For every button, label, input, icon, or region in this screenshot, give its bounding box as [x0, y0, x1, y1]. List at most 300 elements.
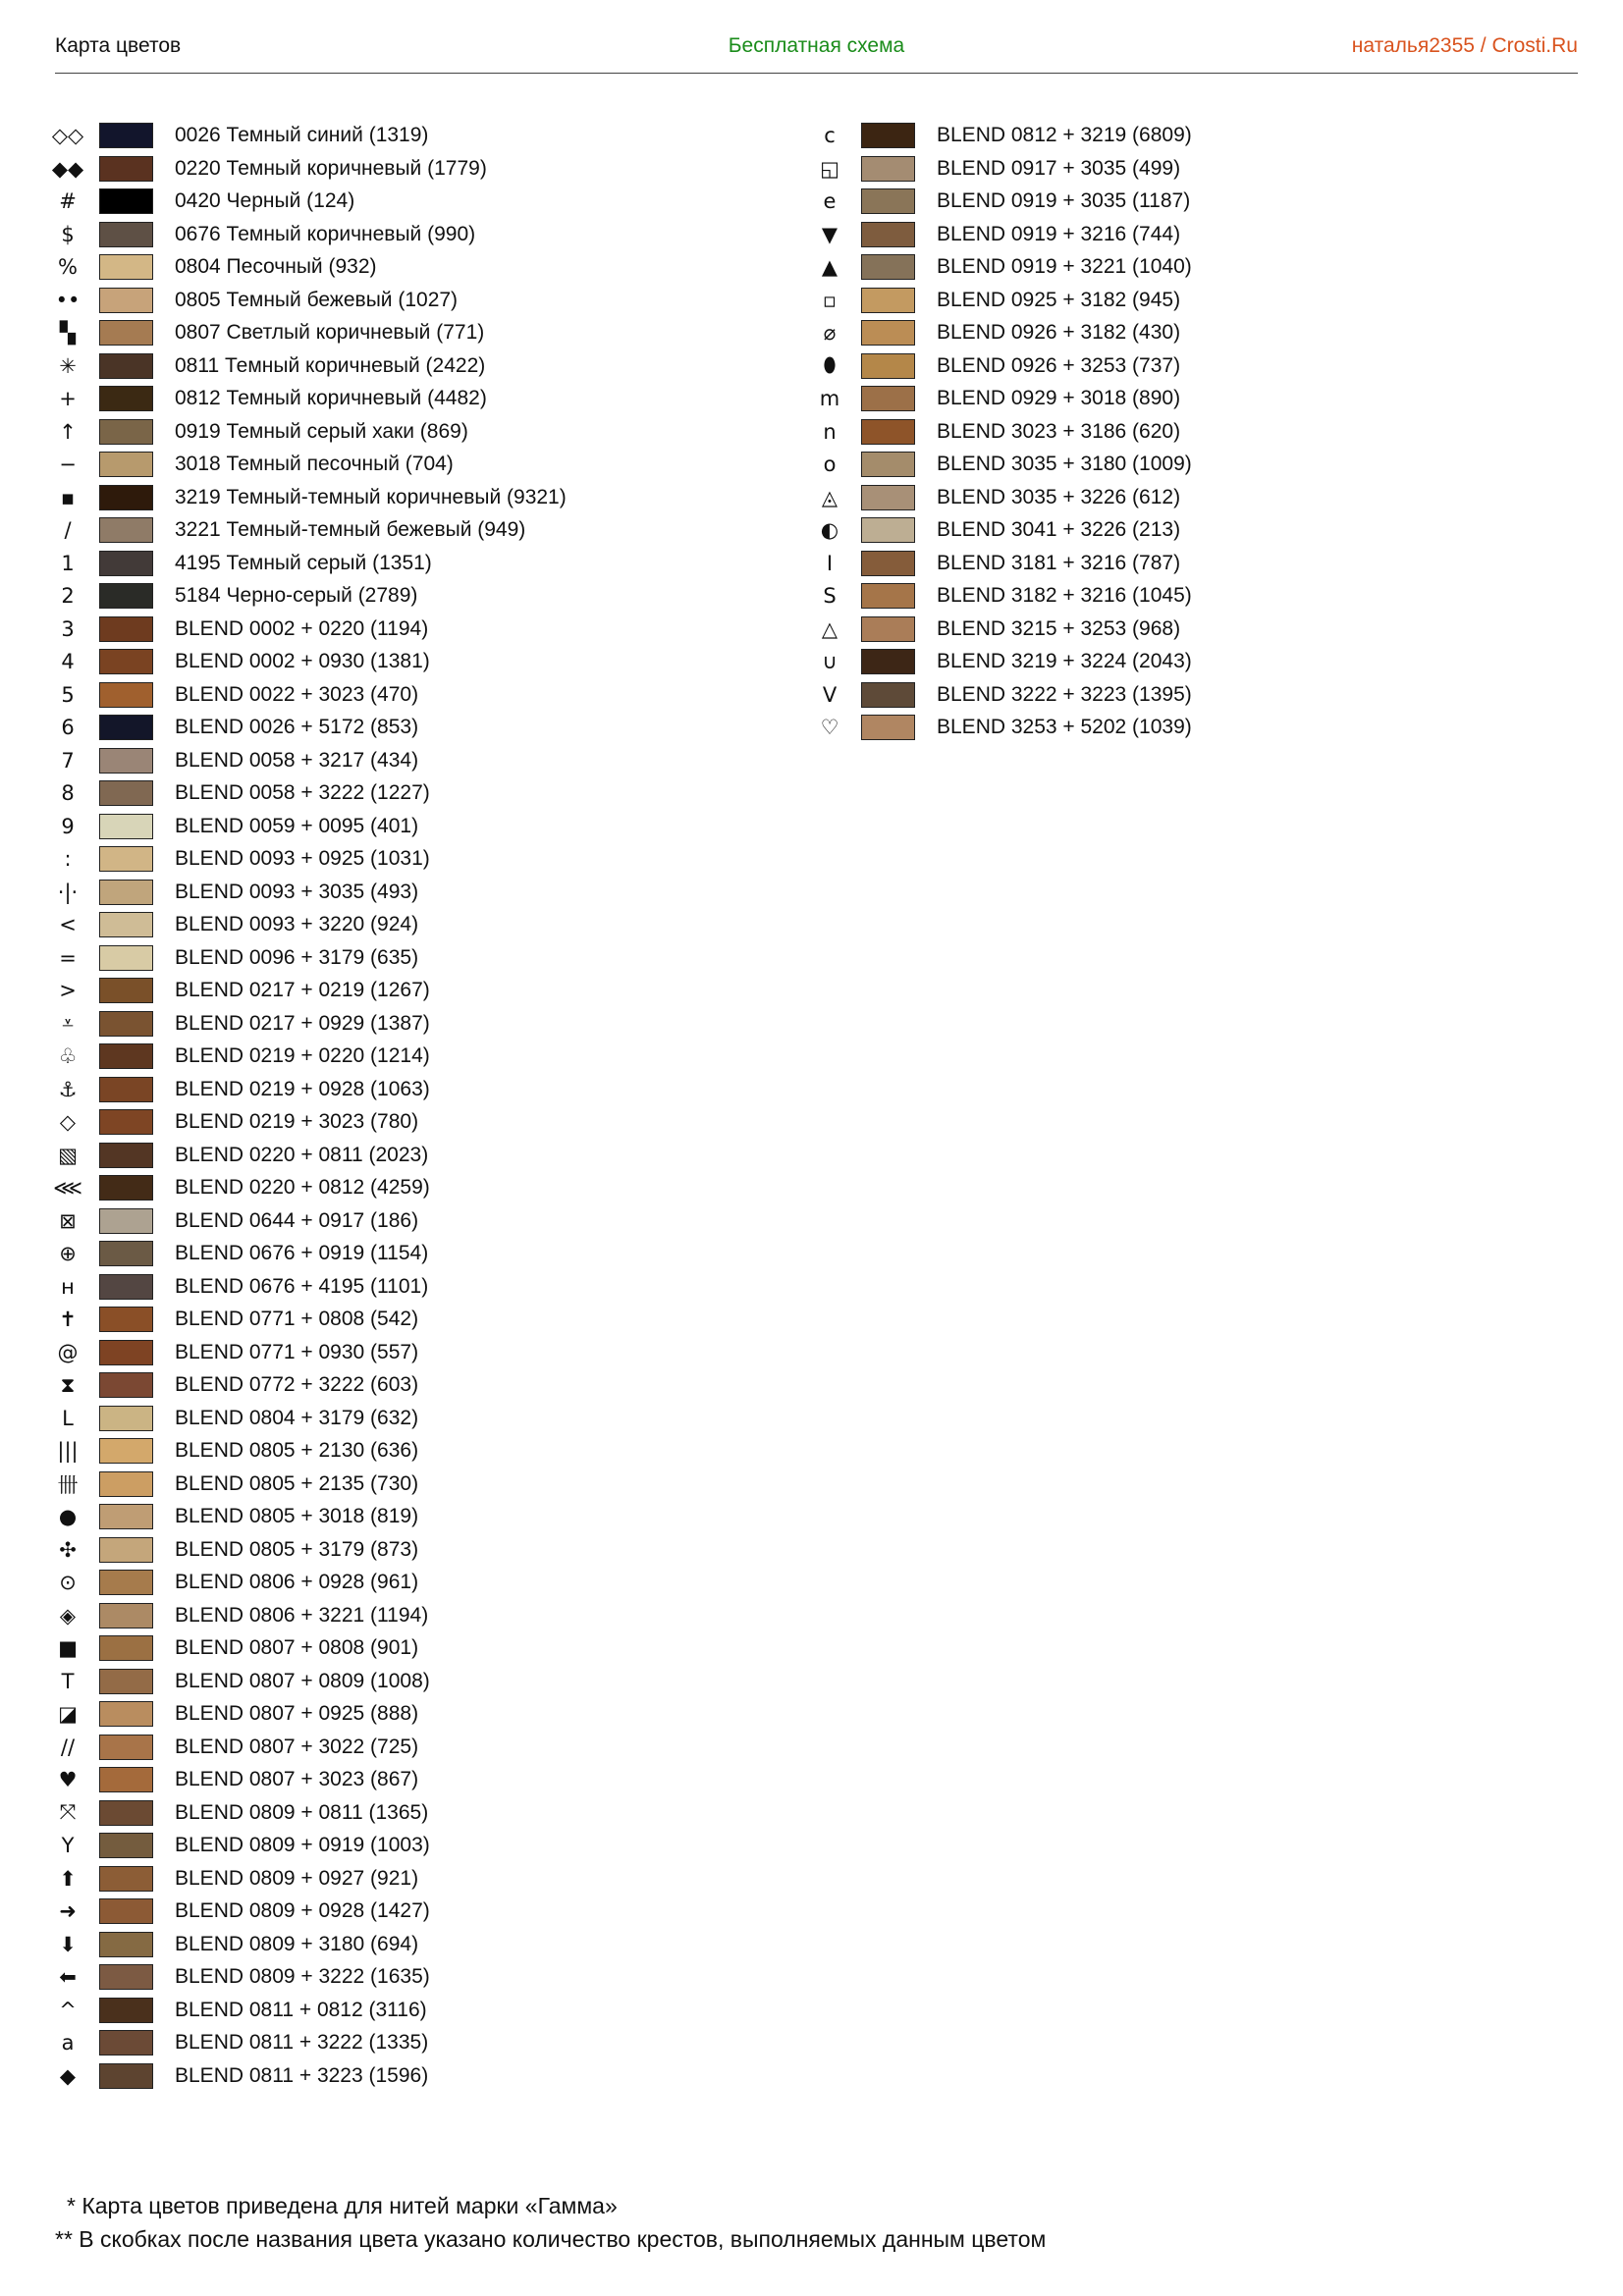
color-swatch [99, 1208, 153, 1234]
legend-symbol-icon: ↑ [59, 419, 77, 444]
color-swatch [861, 419, 915, 445]
color-swatch [99, 188, 153, 214]
legend-symbol-icon: // [60, 1735, 76, 1759]
legend-symbol-icon: 1 [61, 551, 75, 575]
color-swatch [861, 222, 915, 247]
legend-row [53, 187, 760, 220]
legend-symbol-icon: ⚓ [58, 1077, 78, 1101]
legend-row [53, 450, 760, 483]
legend-symbol-icon: 3 [61, 616, 75, 641]
legend-symbol-icon: @ [57, 1340, 79, 1364]
color-swatch [99, 1603, 153, 1629]
legend-label: BLEND 0805 + 3018 (819) [175, 1505, 419, 1527]
color-swatch [99, 1143, 153, 1168]
legend-label: 0811 Темный коричневый (2422) [175, 353, 486, 377]
legend-symbol-icon: ⊠ [59, 1208, 77, 1233]
legend-row [815, 614, 1522, 648]
header-subtitle: Бесплатная схема [728, 34, 905, 57]
color-swatch [99, 1340, 153, 1365]
legend-symbol-icon: ✣ [59, 1537, 77, 1562]
color-swatch [861, 485, 915, 510]
legend-row [53, 1601, 760, 1634]
legend-row [53, 1699, 760, 1733]
legend-symbol-icon: ∪ [822, 650, 838, 673]
legend-symbol-icon: 7 [61, 748, 75, 773]
legend-row [815, 187, 1522, 220]
legend-symbol-icon: ⧗ [60, 1372, 76, 1397]
color-swatch [99, 1800, 153, 1826]
color-swatch [99, 222, 153, 247]
legend-label: BLEND 3222 + 3223 (1395) [937, 682, 1192, 706]
legend-symbol-icon: ◈ [59, 1603, 77, 1628]
page-header [55, 29, 1578, 74]
footnotes [55, 2189, 1046, 2256]
legend-symbol-icon: ▲ [821, 255, 839, 279]
color-swatch [99, 156, 153, 182]
legend-label: BLEND 0919 + 3216 (744) [937, 222, 1181, 245]
header-title: Карта цветов [55, 34, 182, 57]
color-swatch [99, 1011, 153, 1037]
color-swatch [99, 1932, 153, 1957]
legend-row [53, 2061, 760, 2095]
legend-symbol-icon: 8 [61, 781, 75, 805]
legend-row [53, 515, 760, 549]
legend-symbol-icon: ⬆ [59, 1866, 77, 1891]
legend-label: BLEND 3253 + 5202 (1039) [937, 716, 1192, 738]
legend-label: BLEND 0809 + 0928 (1427) [175, 1899, 430, 1922]
legend-row [53, 1272, 760, 1306]
legend-label: 5184 Черно-серый (2789) [175, 584, 418, 607]
legend-row [53, 1404, 760, 1437]
legend-symbol-icon: ^ [59, 1998, 77, 2022]
legend-label: 0807 Светлый коричневый (771) [175, 321, 485, 344]
legend-row [53, 1107, 760, 1141]
color-swatch [99, 1635, 153, 1661]
legend-row [53, 1667, 760, 1700]
legend-label: BLEND 0058 + 3217 (434) [175, 748, 419, 772]
legend-symbol-icon: ◆◆ [51, 156, 84, 181]
legend-row [815, 515, 1522, 549]
color-swatch [861, 123, 915, 148]
legend-label: 3018 Темный песочный (704) [175, 453, 454, 475]
color-swatch [99, 1964, 153, 1990]
color-swatch [99, 748, 153, 774]
legend-row [815, 680, 1522, 714]
legend-label: BLEND 0805 + 2130 (636) [175, 1439, 419, 1462]
legend-symbol-icon: •• [55, 288, 81, 312]
legend-label: BLEND 3182 + 3216 (1045) [937, 584, 1192, 607]
legend-label: BLEND 0026 + 5172 (853) [175, 716, 419, 738]
legend-label: 0676 Темный коричневый (990) [175, 222, 476, 245]
legend-symbol-icon: 4 [61, 650, 75, 673]
legend-label: BLEND 0771 + 0930 (557) [175, 1340, 419, 1363]
legend-symbol-icon: ✝ [59, 1308, 77, 1331]
legend-symbol-icon: 卌 [57, 1472, 79, 1497]
legend-symbol-icon: % [58, 255, 78, 279]
color-swatch [99, 1241, 153, 1266]
legend-symbol-icon: ⬅ [59, 1965, 77, 1989]
legend-symbol-icon: ▼ [821, 222, 839, 246]
legend-label: BLEND 0219 + 0220 (1214) [175, 1044, 430, 1067]
color-swatch [99, 353, 153, 379]
color-swatch [861, 254, 915, 280]
legend-symbol-icon: 9 [61, 814, 75, 838]
legend-row [53, 1338, 760, 1371]
color-swatch [99, 880, 153, 905]
legend-symbol-icon: ⬮ [823, 353, 837, 377]
legend-row [53, 549, 760, 582]
legend-row [53, 1370, 760, 1404]
legend-symbol-icon: ◱ [820, 156, 839, 181]
legend-row [53, 351, 760, 385]
legend-row [53, 318, 760, 351]
legend-label: BLEND 0093 + 0925 (1031) [175, 847, 430, 870]
color-swatch [99, 945, 153, 971]
legend-symbol-icon: 6 [61, 716, 75, 739]
legend-row [815, 581, 1522, 614]
color-swatch [99, 616, 153, 642]
legend-row [53, 220, 760, 253]
legend-label: BLEND 0809 + 0927 (921) [175, 1866, 419, 1890]
legend-symbol-icon: − [59, 453, 77, 476]
legend-row [53, 154, 760, 187]
legend-symbol-icon: a [61, 2031, 75, 2055]
legend-row [815, 450, 1522, 483]
color-swatch [99, 1767, 153, 1792]
color-swatch [861, 288, 915, 313]
legend-label: BLEND 0919 + 3035 (1187) [937, 189, 1191, 212]
legend-symbol-icon: : [64, 847, 72, 871]
legend-label: BLEND 0220 + 0812 (4259) [175, 1176, 430, 1199]
legend-symbol-icon: ⩡ [62, 1011, 74, 1035]
legend-row [53, 1568, 760, 1601]
color-swatch [99, 1077, 153, 1102]
legend-row [53, 1962, 760, 1996]
legend-row [815, 154, 1522, 187]
legend-row [53, 121, 760, 154]
color-swatch [99, 1274, 153, 1300]
legend-symbol-icon: ⋘ [53, 1176, 82, 1200]
legend-symbol-icon: ➜ [59, 1899, 77, 1923]
legend-symbol-icon: ♡ [820, 716, 839, 739]
legend-label: 0026 Темный синий (1319) [175, 124, 429, 146]
legend-row [53, 2028, 760, 2061]
legend-row [53, 1896, 760, 1930]
color-swatch [99, 1898, 153, 1924]
legend-symbol-icon: ||| [57, 1439, 79, 1463]
legend-label: BLEND 3035 + 3180 (1009) [937, 453, 1192, 475]
color-swatch [99, 485, 153, 510]
legend-symbol-icon: T [61, 1669, 75, 1693]
legend-label: BLEND 0807 + 3023 (867) [175, 1768, 419, 1790]
legend-row [53, 1765, 760, 1798]
legend-label: BLEND 0811 + 3223 (1596) [175, 2063, 429, 2087]
legend-label: 4195 Темный серый (1351) [175, 551, 432, 574]
legend-label: BLEND 0093 + 3220 (924) [175, 913, 419, 935]
legend-symbol-icon: ▚ [59, 321, 77, 345]
legend-label: 0805 Темный бежевый (1027) [175, 288, 459, 311]
legend-row [815, 417, 1522, 451]
color-swatch [99, 1438, 153, 1464]
color-swatch [99, 1372, 153, 1398]
color-swatch [861, 353, 915, 379]
color-swatch [99, 1866, 153, 1892]
legend-label: BLEND 0807 + 0808 (901) [175, 1636, 419, 1659]
legend-symbol-icon: I [826, 551, 834, 575]
legend-label: BLEND 0644 + 0917 (186) [175, 1208, 419, 1232]
legend-row [53, 1239, 760, 1272]
color-swatch [99, 978, 153, 1003]
legend-row [53, 680, 760, 714]
legend-row [53, 943, 760, 977]
color-swatch [861, 682, 915, 708]
color-swatch [861, 715, 915, 740]
color-swatch [99, 1669, 153, 1694]
legend-label: BLEND 0811 + 0812 (3116) [175, 1998, 427, 2021]
color-swatch [861, 583, 915, 609]
color-swatch [99, 1998, 153, 2023]
legend-symbol-icon: c [824, 124, 836, 147]
legend-row [53, 1305, 760, 1338]
legend-label: BLEND 0219 + 0928 (1063) [175, 1077, 430, 1100]
legend-label: BLEND 0220 + 0811 (2023) [175, 1143, 429, 1166]
legend-row [53, 1930, 760, 1963]
legend-symbol-icon: = [59, 945, 77, 970]
legend-label: BLEND 3215 + 3253 (968) [937, 616, 1181, 640]
legend-row [53, 384, 760, 417]
legend-row [53, 1173, 760, 1206]
header-site-link[interactable]: Crosti.Ru [1491, 34, 1578, 57]
legend-row [815, 220, 1522, 253]
legend-row [53, 1798, 760, 1832]
legend-row [53, 778, 760, 812]
color-swatch [99, 912, 153, 937]
legend-column-right [815, 121, 1522, 746]
legend-row [53, 1206, 760, 1240]
legend-symbol-icon: ▪ [60, 485, 76, 509]
legend-label: BLEND 0926 + 3253 (737) [937, 353, 1181, 377]
color-swatch [99, 1735, 153, 1760]
legend-label: BLEND 0806 + 0928 (961) [175, 1571, 419, 1593]
legend-label: BLEND 0059 + 0095 (401) [175, 814, 419, 837]
color-swatch [861, 320, 915, 346]
legend-symbol-icon: S [823, 584, 837, 608]
legend-row [815, 647, 1522, 680]
color-swatch [861, 517, 915, 543]
legend-symbol-icon: △ [821, 616, 839, 641]
legend-symbol-icon: # [59, 189, 77, 213]
legend-label: BLEND 0807 + 0925 (888) [175, 1702, 419, 1725]
legend-row [53, 812, 760, 845]
legend-row [53, 1041, 760, 1075]
color-swatch [99, 2063, 153, 2089]
legend-label: BLEND 0926 + 3182 (430) [937, 321, 1181, 344]
color-swatch [99, 1471, 153, 1497]
legend-label: BLEND 0676 + 0919 (1154) [175, 1242, 429, 1264]
legend-symbol-icon: ♥ [58, 1768, 78, 1791]
legend-row [53, 1436, 760, 1469]
legend-label: BLEND 0929 + 3018 (890) [937, 387, 1181, 409]
legend-row [53, 417, 760, 451]
legend-label: BLEND 0917 + 3035 (499) [937, 156, 1181, 180]
legend-label: BLEND 0809 + 3180 (694) [175, 1932, 419, 1955]
legend-symbol-icon: ▫ [822, 288, 838, 312]
legend-symbol-icon: e [823, 189, 837, 213]
legend-row [53, 844, 760, 878]
legend-symbol-icon: ⬇ [59, 1932, 77, 1956]
color-swatch [99, 1406, 153, 1431]
legend-symbol-icon: ♧ [58, 1044, 78, 1068]
footnote-brand: * Карта цветов приведена для нитей марки «Гамма» [67, 2193, 618, 2218]
legend-row [53, 713, 760, 746]
legend-symbol-icon: ◐ [820, 518, 839, 542]
legend-symbol-icon: 5 [61, 682, 75, 707]
color-swatch [99, 846, 153, 872]
header-author-link[interactable]: наталья2355 [1351, 34, 1475, 57]
legend-label: BLEND 0919 + 3221 (1040) [937, 255, 1192, 278]
legend-row [53, 976, 760, 1009]
color-swatch [99, 1109, 153, 1135]
legend-label: BLEND 3023 + 3186 (620) [937, 419, 1181, 443]
color-swatch [861, 188, 915, 214]
legend-row [53, 1633, 760, 1667]
legend-row [53, 1009, 760, 1042]
legend-label: BLEND 0093 + 3035 (493) [175, 880, 419, 903]
legend-symbol-icon: ⊙ [59, 1571, 77, 1594]
legend-label: 0812 Темный коричневый (4482) [175, 387, 487, 409]
legend-symbol-icon: o [823, 453, 837, 476]
color-swatch [99, 1504, 153, 1529]
legend-label: BLEND 0809 + 0919 (1003) [175, 1834, 430, 1856]
legend-symbol-icon: ◇◇ [51, 124, 84, 147]
legend-label: BLEND 0805 + 3179 (873) [175, 1537, 419, 1561]
legend-label: BLEND 0217 + 0929 (1387) [175, 1011, 430, 1035]
legend-label: BLEND 0772 + 3222 (603) [175, 1373, 419, 1396]
color-swatch [99, 1701, 153, 1727]
legend-symbol-icon: ⊕ [59, 1242, 77, 1265]
legend-symbol-icon: ◬ [821, 485, 839, 509]
color-swatch [99, 682, 153, 708]
color-swatch [99, 1043, 153, 1069]
legend-symbol-icon: ·|· [57, 880, 79, 904]
legend-label: BLEND 0002 + 0930 (1381) [175, 650, 430, 672]
legend-row [815, 351, 1522, 385]
legend-symbol-icon: ◆ [59, 2063, 77, 2088]
legend-row [53, 878, 760, 911]
color-swatch [99, 780, 153, 806]
legend-symbol-icon: V [822, 682, 838, 707]
legend-label: BLEND 0771 + 0808 (542) [175, 1308, 419, 1330]
legend-row [53, 1141, 760, 1174]
legend-symbol-icon: ◇ [59, 1110, 77, 1134]
legend-symbol-icon: ⤧ [59, 1800, 77, 1824]
legend-symbol-icon: ■ [58, 1636, 78, 1660]
legend-label: BLEND 0096 + 3179 (635) [175, 945, 419, 969]
legend-label: BLEND 0925 + 3182 (945) [937, 288, 1181, 311]
legend-row [53, 1075, 760, 1108]
color-swatch [99, 288, 153, 313]
legend-label: BLEND 3035 + 3226 (612) [937, 485, 1181, 508]
color-swatch [861, 156, 915, 182]
legend-row [53, 1996, 760, 2029]
color-swatch [861, 386, 915, 411]
header-separator: / [1474, 34, 1492, 57]
color-swatch [861, 452, 915, 477]
legend-symbol-icon: > [59, 979, 77, 1002]
legend-row [53, 1535, 760, 1569]
legend-label: BLEND 0807 + 0809 (1008) [175, 1669, 430, 1692]
color-swatch [99, 123, 153, 148]
legend-label: BLEND 0219 + 3023 (780) [175, 1110, 419, 1133]
legend-label: BLEND 0811 + 3222 (1335) [175, 2031, 429, 2054]
legend-symbol-icon: ◪ [58, 1702, 78, 1726]
legend-symbol-icon: / [64, 518, 72, 542]
legend-label: 3219 Темный-темный коричневый (9321) [175, 485, 567, 508]
legend-label: 0220 Темный коричневый (1779) [175, 156, 487, 180]
color-swatch [99, 254, 153, 280]
legend-label: BLEND 0002 + 0220 (1194) [175, 616, 429, 640]
legend-row [53, 1733, 760, 1766]
header-credit [1352, 29, 1578, 63]
legend-label: BLEND 0805 + 2135 (730) [175, 1471, 419, 1495]
color-swatch [861, 551, 915, 576]
legend-symbol-icon: + [59, 387, 77, 410]
legend-symbol-icon: m [819, 387, 840, 410]
color-swatch [99, 551, 153, 576]
legend-label: 0420 Черный (124) [175, 189, 355, 212]
legend-symbol-icon: н [61, 1274, 75, 1299]
legend-label: BLEND 0217 + 0219 (1267) [175, 979, 430, 1001]
legend-symbol-icon: $ [61, 222, 75, 246]
color-swatch [99, 1570, 153, 1595]
legend-row [53, 614, 760, 648]
color-swatch [99, 715, 153, 740]
legend-symbol-icon: ▧ [58, 1143, 78, 1167]
legend-row [53, 252, 760, 286]
legend-symbol-icon: 2 [61, 584, 75, 608]
color-swatch [99, 517, 153, 543]
color-swatch [861, 616, 915, 642]
legend-label: BLEND 0676 + 4195 (1101) [175, 1274, 429, 1298]
legend-symbol-icon: < [59, 913, 77, 936]
legend-symbol-icon: ● [58, 1505, 78, 1528]
legend-label: BLEND 0807 + 3022 (725) [175, 1735, 419, 1758]
legend-label: BLEND 0809 + 3222 (1635) [175, 1965, 430, 1988]
color-swatch [99, 1833, 153, 1858]
legend-symbol-icon: ⌀ [823, 321, 837, 345]
legend-label: 0919 Темный серый хаки (869) [175, 419, 468, 443]
legend-label: BLEND 0804 + 3179 (632) [175, 1406, 419, 1429]
legend-label: BLEND 3181 + 3216 (787) [937, 551, 1181, 574]
color-swatch [99, 1537, 153, 1563]
legend-label: BLEND 3041 + 3226 (213) [937, 518, 1181, 541]
color-swatch [99, 649, 153, 674]
legend-label: BLEND 0022 + 3023 (470) [175, 682, 419, 706]
color-swatch [99, 583, 153, 609]
color-swatch [861, 649, 915, 674]
color-swatch [99, 386, 153, 411]
color-swatch [99, 419, 153, 445]
legend-column-left [53, 121, 760, 2094]
legend-row [815, 384, 1522, 417]
legend-symbol-icon: n [823, 419, 837, 444]
legend-row [53, 1469, 760, 1503]
legend-label: 3221 Темный-темный бежевый (949) [175, 518, 526, 541]
legend-row [815, 286, 1522, 319]
legend-row [53, 1864, 760, 1897]
legend-label: BLEND 0806 + 3221 (1194) [175, 1603, 429, 1627]
legend-row [815, 121, 1522, 154]
